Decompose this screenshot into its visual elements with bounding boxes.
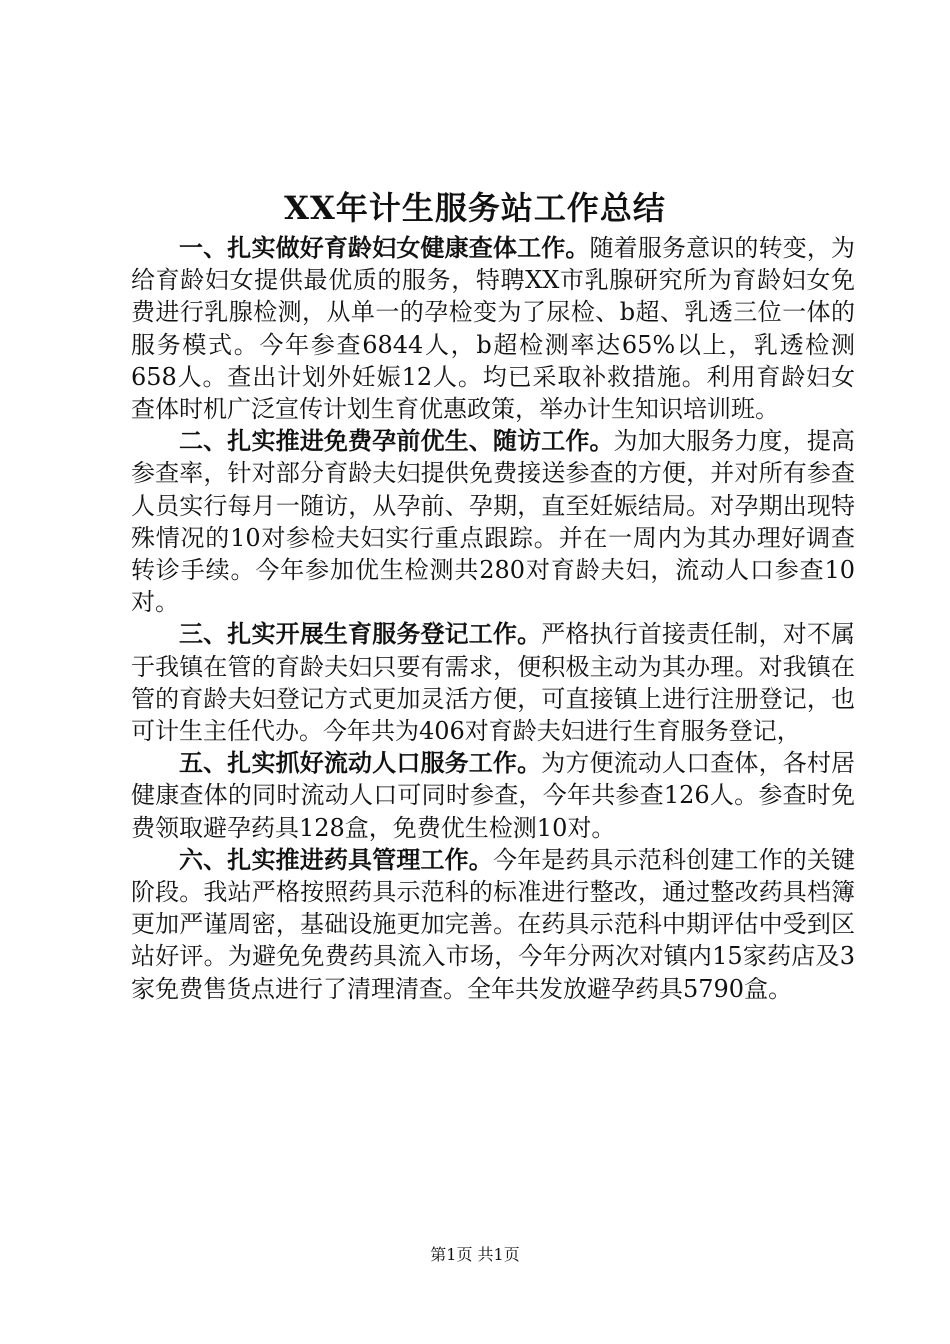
paragraph-heading: 一、扎实做好育龄妇女健康查体工作。 [179, 233, 590, 262]
paragraph-floating-population [131, 747, 855, 844]
paragraph-heading: 二、扎实推进免费孕前优生、随访工作。 [179, 426, 614, 456]
paragraph-health-checkup [131, 232, 855, 425]
paragraph-heading: 五、扎实抓好流动人口服务工作。 [179, 748, 542, 778]
paragraph-text: 今年是药具示范科创建工作的关键阶段。我站严格按照药具示范科的标准进行整改，通过整改药具档簿更加严谨周密，基础设施更加完善。在药具示范科中期评估中受到区站好评。为避免免费药具流入市场，今年分两次对镇内15家药店及3家免费售货点进行了清理清查。全年共发放避孕药具5790盒。 [131, 845, 856, 1003]
document-title: XX年计生服务站工作总结 [284, 189, 666, 227]
paragraph-text: 为加大服务力度，提高参查率，针对部分育龄夫妇提供免费接送参查的方便，并对所有参查人员实行每月一随访，从孕前、孕期，直至妊娠结局。对孕期出现特殊情况的10对参检夫妇实行重点跟踪。并在一周内为其办理好调查转诊手续。今年参加优生检测共280对育龄夫妇，流动人口参查10对。 [131, 427, 856, 617]
paragraph-heading: 三、扎实开展生育服务登记工作。 [179, 619, 542, 649]
paragraph-birth-registration [131, 618, 855, 747]
paragraph-text: 严格执行首接责任制，对不属于我镇在管的育龄夫妇只要有需求，便积极主动为其办理。对我镇在管的育龄夫妇登记方式更加灵活方便，可直接镇上进行注册登记，也可计生主任代办。今年共为406对育龄夫妇进行生育服务登记， [131, 620, 856, 746]
paragraph-text: 随着服务意识的转变，为给育龄妇女提供最优质的服务，特聘XX市乳腺研究所为育龄妇女免费进行乳腺检测，从单一的孕检变为了尿检、b超、乳透三位一体的服务模式。今年参查6844人，b超检测率达65%以上，乳透检测658人。查出计划外妊娠12人。均已采取补救措施。利用育龄妇女查体时机广泛宣传计划生育优惠政策，举办计生知识培训班。 [131, 234, 856, 424]
page-number-footer: 第1页 共1页 [430, 1245, 520, 1264]
paragraph-text: 为方便流动人口查体，各村居健康查体的同时流动人口可同时参查，今年共参查126人。参查时免费领取避孕药具128盒，免费优生检测10对。 [131, 749, 856, 842]
paragraph-prenatal-followup [131, 425, 855, 618]
paragraph-heading: 六、扎实推进药具管理工作。 [179, 844, 493, 874]
paragraph-contraceptive-management [131, 844, 855, 1005]
document-body [131, 232, 855, 1005]
